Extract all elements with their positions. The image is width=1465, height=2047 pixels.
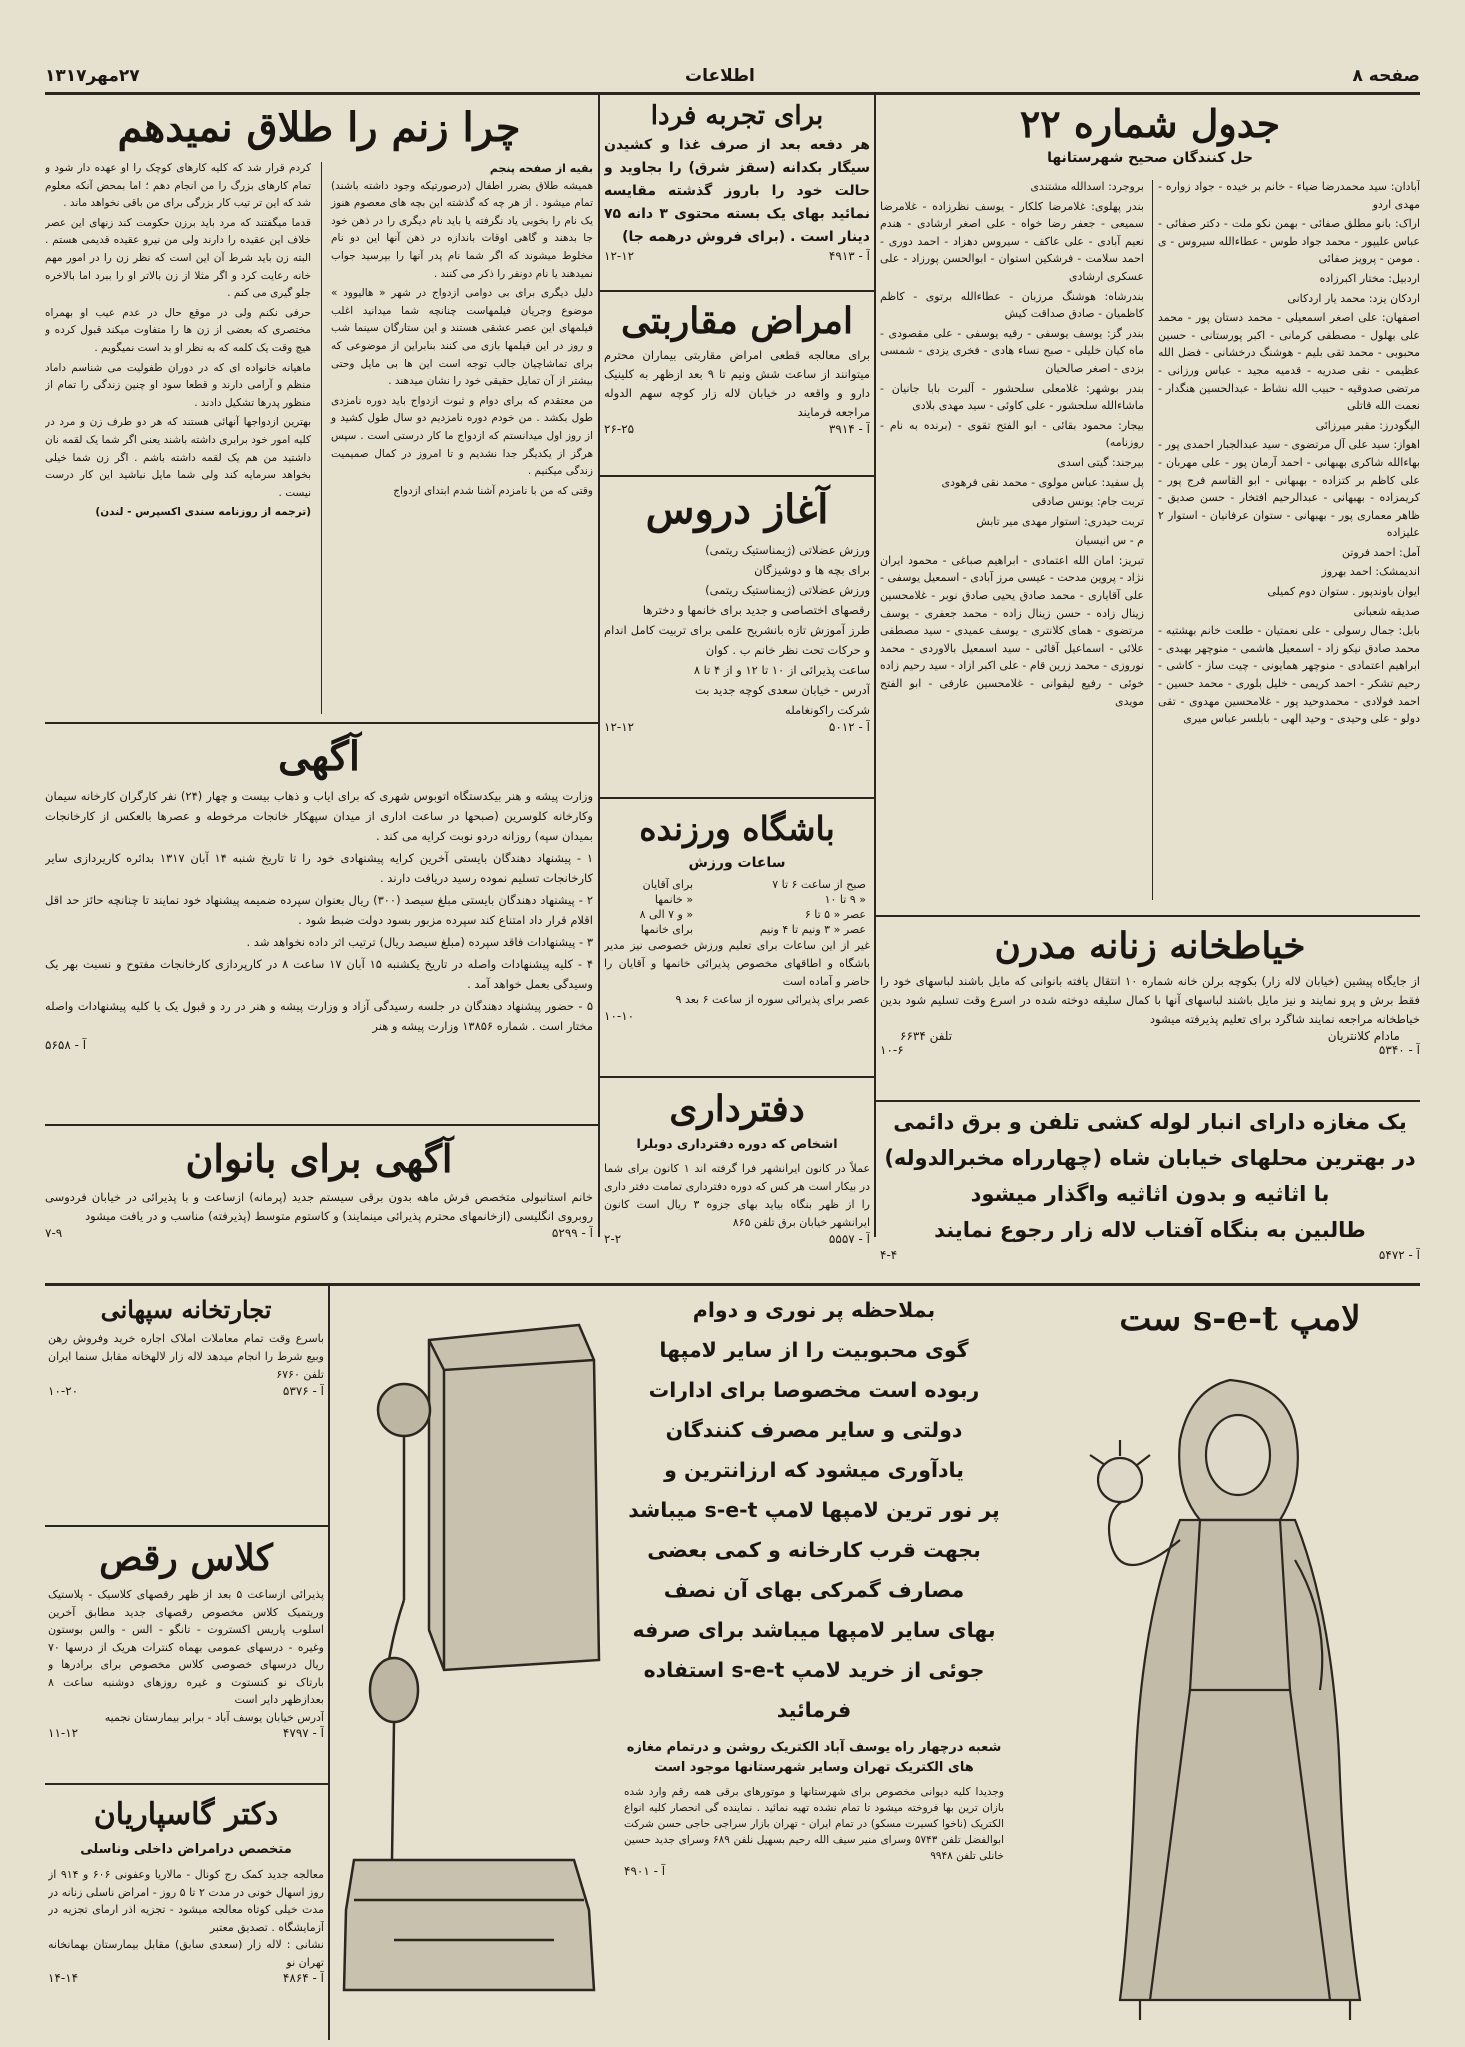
city-entry: اندیمشک: احمد بهروز (1321, 565, 1420, 579)
ad-footer (604, 422, 870, 436)
maghaze-ad (880, 1104, 1420, 1280)
bashgah-ad (604, 803, 870, 1073)
dorous-line: آدرس - خیابان سعدی کوچه جدید بت (694, 683, 870, 697)
section-rule (45, 1124, 598, 1126)
paragraph: ۳ - پیشنهادات فاقد سپرده (مبلغ سیصد ریال) ترتیب اثر داده نخواهد شد . (246, 935, 593, 949)
khayat-body: از جایگاه پیشین (خیابان لاله زار) بکوچه برلن خانه شماره ۱۰ انتقال یافته بانوانی که مایل باشند لباسهای خود را فقط برش و پرو نمایند و نیز مایل باشند لباسهای آنها با کمال سلیقه دوخته شده در اسرع وقت تسلیم شود بدین خیاطخانه مراجعه نمایند شاگرد برای تعلیم پذیرفته میشود (880, 974, 1420, 1026)
ad-ref: آ - ۵۶۵۸ (45, 1038, 87, 1052)
ad-ref: آ - ۳۹۱۴ (828, 422, 870, 436)
amraz-title: امراض مقاربتی (621, 300, 853, 342)
ad-footer (880, 1043, 1420, 1057)
city-entry: اردکان یزد: محمد یار اردکانی (1287, 291, 1420, 305)
face (1206, 1415, 1270, 1495)
lamp-housing-outline (429, 1325, 599, 1670)
section-rule (45, 1783, 328, 1785)
maghaze-line: در بهترین محلهای خیابان شاه (چهارراه مخبرالدوله) (884, 1146, 1416, 1170)
city-entry: اصفهان: علی اصغر اسمعیلی - محمد دستان پور - محمد علی بهلول - مصطفی کرمانی - اکبر پورستانی - حسین محبوبی - محمد تقی بلیم - هوشنگ درخشانی - فضل الله عظیمی - نقی صدریه - قدمیه مجید - عباس ورزانی - مرتضی صدوقیه - حبیب الله نشاط - عبدالحسین هنگدار - نعمت الله قاتلی (1158, 311, 1420, 413)
paragraph: همیشه طلاق بضرر اطفال (درصورتیکه وجود داشته باشند) تمام میشود . از هر چه که گذشته این بچه های معصوم هنوز یک نام را بخوبی یاد نگرفته یا باید نام دیگری را در ذهن خود جا بدهند و گاهی اوقات باندازه در ذهن آنها این دو نام مخلوط میشوند که اگر شما نام پدر آنها را بپرسید جواب نمیدهند یا نام دونفر را ذکر می کنند . (331, 179, 593, 280)
ad-ref: آ - ۵۵۵۷ (828, 1232, 870, 1246)
column-rule (321, 162, 322, 714)
dorous-line: برای بچه ها و دوشیزگان (754, 563, 870, 577)
paragraph: بهترین ازدواجها آنهائی هستند که هر دو طرف زن و مرد در کلیه امور خود برابری داشته باشند یعنی اگر شما یک لقمه نان داشتید من هم یک لقمه داشته باشم . اگر زن شما خیلی بخواهد سرمایه کند ولی شما مایل نباشید این کار درست نیست . (45, 416, 311, 499)
lamp-branch: شعبه درچهار راه یوسف آباد الکتریک روشن و درتمام مغازه های الکتریک تهران وسایر شهرستانها موجود است (626, 1740, 1002, 1775)
issue-date: ۲۷مهر۱۳۱۷ (45, 66, 140, 86)
talaq-article (45, 100, 593, 720)
amraz-body: برای معالجه قطعی امراض مقاربتی بیماران محترم میتوانند از ساعت شش ونیم تا ۹ بعد ازظهر به کلینیک دارو و واقعه در خیابان لاله زار کوچه سهم الدوله مراجعه فرمایند (604, 348, 870, 419)
jadval-subtitle: حل کنندگان صحیح شهرستانها (1047, 150, 1253, 166)
jadval-column-right (1158, 178, 1420, 908)
city-entry: تربت حیدری: استوار مهدی میر تابش (976, 514, 1144, 528)
schedule-table (604, 877, 870, 937)
doctor-subtitle: متخصص درامراض داخلی وناسلی (80, 1842, 292, 1857)
schedule-row (604, 907, 870, 922)
ad-footer (604, 249, 870, 263)
tojjar-body: باسرع وقت تمام معاملات املاک اجاره خرید وفروش رهن وبیع شرط را انجام میدهد لاله زار لالهخانه مقابل سنما ایران تلفن ۶۷۶۰ (48, 1332, 324, 1381)
ad-footer (48, 1384, 324, 1398)
ad-ref: آ - ۴۹۰۱ (624, 1864, 666, 1878)
ad-count: ۲-۲ (604, 1232, 622, 1246)
bashgah-note: عصر برای پذیرائی سوره از ساعت ۶ بعد ۹ (675, 993, 870, 1006)
lamp-line: بهای سایر لامپها میباشد برای صرفه (632, 1618, 996, 1642)
lamp-line: گوی محبوبیت را از سایر لامپها (659, 1338, 969, 1362)
ad-footer (604, 1232, 870, 1246)
dorous-ad (604, 480, 870, 794)
khayat-owner: مادام کلانتریان (1327, 1029, 1400, 1043)
paragraph: من معتقدم که برای دوام و ثبوت ازدواج باید دوره نامزدی طول بکشد . من خودم دوره نامزدیم دو سال طول کشید و از روز اول میدانستم که ازدواج ما کار درستی است . سپس هرگز از یکدیگر جدا نشدیم و تا امروز در کمال صمیمیت زندگی میکنیم . (331, 394, 593, 478)
header-rule (45, 92, 1420, 95)
lamp-illustration (334, 1300, 614, 2020)
maghaze-line: یک مغازه دارای انبار لوله کشی تلفن و برق دائمی (893, 1110, 1407, 1134)
bashgah-title: باشگاه ورزنده (639, 809, 835, 848)
city-entry: ایوان باوندپور . ستوان دوم کمیلی (1267, 585, 1420, 599)
city-entry: صدیقه شعبانی (1353, 604, 1420, 618)
schedule-row (604, 922, 870, 937)
city-entry: آبادان: سید محمدرضا ضیاء - خانم بر خیده - جواد زواره - مهدی اردو (1158, 180, 1420, 211)
newspaper-name: اطلاعات (685, 66, 755, 86)
ad-ref: آ - ۴۸۶۴ (282, 1971, 324, 1985)
doctor-address: نشانی : لاله زار (سعدی سابق) مقابل بیمارستان بهمانخانه تهران نو (48, 1938, 324, 1969)
talaq-title: چرا زنم را طلاق نمیدهم (117, 104, 521, 151)
ad-ref: آ - ۴۹۱۳ (828, 249, 870, 263)
city-entry: بندر گز: یوسف یوسفی - رقیه یوسفی - علی مقصودی - ماه کیان خلیلی - صبح نساء هادی - فخری یزدی - شمسی بزدی - اصغر صالحیان (880, 326, 1144, 375)
city-entry: اردبیل: مختار اکبرزاده (1319, 271, 1420, 285)
city-entry: اهواز: سید علی آل مرتضوی - سید عبدالجبار احمدی پور - بهاءالله شاکری بهبهانی - احمد آرمان پور - علی مهربان - علی کاظم بر کتزاده - بهبهانی - ابو القاسم فرج پور - کریمزاده - بهبهانی - عبدالرحیم افتخار - حسن صدیق - ظاهر معماری پور - بهبهانی - ستوان عرفانیان - استوار ۲ علیزاده (1158, 438, 1420, 540)
schedule-time: صبح از ساعت ۶ تا ۷ (772, 878, 866, 891)
city-entry: بندر بوشهر: غلامعلی سلحشور - آلبرت بابا جانیان - ماشاءالله سلحشور - علی کاوئی - سید مهدی بلادی (880, 381, 1144, 413)
khayat-title: خیاطخانه زنانه مدرن (994, 925, 1306, 967)
lamp-title: لامپ s-e-t ست (1119, 1299, 1361, 1339)
city-entry: بابل: جمال رسولی - علی نعمتیان - طلعت خانم بهشتیه - محمد صادق نیکو زاد - اسمعیل هاشمی - منوچهر بهبدی - ابراهیم اعتمادی - منوچهر همایونی - چیت ساز - کاشی - رحیم تشکر - احمد کریمی - خلیل بلوری - محمد حسین - احمد فولادی - محمدوحید پور - غلامحسین مهدوی - تقی دولو - علی وحیدی - وحید الهی - بابلسر عباس میری (1158, 624, 1420, 726)
lamp-line: یادآوری میشود که ارزانترین و (664, 1458, 964, 1482)
paragraph: دلیل دیگری برای بی دوامی ازدواج در شهر « هالیوود » موضوع وجریان فیلمهاست چنانچه شما میدانید اغلب فیلمهای این عصر عشقی هستند و این ستارگان سینما شب و روز در این فیلمها بازی می کنند بنابراین از موضوعی که برای تماشاچیان جالب توجه است این ها بی مایل وحتی بیشتر از آن تمایل حقیقی خود را نشان میدهند . (331, 287, 593, 388)
daftar-body: عملاً در کانون ایرانشهر فرا گرفته اند ۱ کانون برای شما در بیکار است هر کس که دوره دفترداری تمامت دفتر داری را از ظهر بنگاه بیاید بهای جزوه ۳ ریال است کانون ایرانشهر خیابان برق تلفن ۸۶۵ (604, 1162, 870, 1229)
dorous-line: رقصهای اختصاصی و جدید برای خانمها و دخترها (642, 603, 870, 617)
tajrobe-ad (604, 98, 870, 288)
source-credit: (ترجمه از روزنامه سندی اکسپرس - لندن) (95, 506, 311, 519)
ad-count: ۱۲-۱۲ (604, 249, 635, 263)
daftar-ad (604, 1082, 870, 1278)
city-entry: پل سفید: عباس مولوی - محمد نقی فرهودی (941, 475, 1144, 489)
lamp-line: جوئی از خرید لامپ s-e-t استفاده (643, 1658, 985, 1682)
lamp-line: فرمائید (776, 1698, 852, 1722)
ad-count: ۷-۹ (45, 1226, 63, 1240)
section-rule (45, 1525, 328, 1527)
banovan-ad (45, 1130, 593, 1280)
khayat-phone: تلفن ۶۶۳۴ (900, 1029, 953, 1043)
lamp-stand (344, 1860, 594, 1990)
raghs-body: پذیرائی ازساعت ۵ بعد از ظهر رقصهای کلاسیک - پلاستیک وریتمیک کلاس مخصوص رقصهای جدید مطابق آخرین اسلوب پاریس اکستروت - تانگو - الس - والس بوستون وغیره - درسهای عمومی بهماه کنترات هریک از درسها ۷۰ ریال درسهای خصوصی کلاس مخصوص برای برادرها و بارتاک نو کنستوت و غیره روزهای دوشنبه ساعت ۸ بعدازظهر دایر است (48, 1588, 324, 1706)
dress (1120, 1520, 1360, 2000)
paragraph: وقتی که من با نامزدم آشنا شدم ابتدای ازدواج (393, 484, 593, 497)
doctor-title: دکتر گاسپاریان (93, 1797, 279, 1832)
dorous-line: ورزش عضلاتی (ژیمناستیک ریتمی) (705, 583, 870, 597)
banovan-title: آگهی برای بانوان (185, 1136, 453, 1181)
raghs-title: کلاس رقص (99, 1537, 273, 1579)
ad-count: ۲۶-۲۵ (604, 422, 635, 436)
column-rule (1152, 180, 1153, 900)
page-header (45, 66, 1420, 90)
section-rule (600, 475, 874, 477)
ad-ref: آ - ۵۲۹۹ (551, 1226, 593, 1240)
dorous-body (604, 540, 870, 720)
section-rule (45, 722, 598, 724)
bulb-globe (378, 1384, 430, 1436)
amraz-ad (604, 296, 870, 472)
lamp-line: بملاحظه پر نوری و دوام (692, 1298, 936, 1322)
talaq-column-left (45, 160, 311, 715)
schedule-row (604, 877, 870, 892)
paragraph: ۱ - پیشنهاد دهندگان بایستی آخرین کرایه پیشنهادی خود را تا تاریخ شنبه ۱۴ آبان ۱۳۱۷ بدائره کاریردازی سایر کارخانجات تسلیم نموده رسید دریافت دارند . (45, 851, 593, 885)
paragraph: قدما میگفتند که مرد باید برزن حکومت کند زنهای این عصر خلاف این عقیده را دارند ولی من نیرو عقیده قدیمی هستم . البته زن باید شرط آن این است که نظر زن را در امور مهم خانه رعایت کرد و اگر مثلا از زن بالاتر او را ببرد اما بالاخره جلو گیری می کنم . (45, 216, 311, 300)
section-rule (45, 1283, 1420, 1286)
city-entry: الیگودرز: مقبر میرزائی (1315, 418, 1420, 432)
khayat-contact (880, 1029, 1420, 1043)
jadval-column-left (880, 178, 1144, 908)
city-entry: بندرشاه: هوشنگ مرزبان - عطاءالله برتوی - کاظم کاظمیان - صادق صداقت کیش (880, 289, 1144, 321)
lamp-small-print: وجدیدا کلیه دیوانی مخصوص برای شهرستانها و موتورهای برقی همه رقم وارد شده بازان ترین بها فروخته میشود تا تمام نشده تهیه نمائید . نماینده گی انحصار کلیه انواع الکتریک (ناخوا کسیرت مسکو) در تمام ایران - تهران بازار سراجی حاجی حسن شرکت ابوالفضل تلفن ۵۷۴۳ وسرای منیر سیف الله رحیم بسهیل نلفن ۶۸۹ وسرای جدید حسین خانلی تلفن ۹۹۴۸ (624, 1786, 1004, 1862)
column-rule (328, 1285, 330, 2040)
paragraph: ماهیانه خانواده ای که در دوران طفولیت می شناسم داماد منظم و آرامی دارند و قطعا سود او چنین زندگی را تمام از منظور پدرها تشکیل دادند . (45, 361, 311, 409)
doctor-ad (48, 1788, 324, 2040)
lamp-line: دولتی و سایر مصرف کنندگان (665, 1418, 963, 1442)
city-entry: بیرجند: گیتی اسدی (1057, 455, 1144, 469)
dorous-line: ساعت پذیرائی از ۱۰ تا ۱۲ و از ۴ تا ۸ (693, 663, 870, 677)
paragraph: وزارت پیشه و هنر بیکدستگاه اتوبوس شهری که برای ایاب و ذهاب بیست و چهار (۲۴) نفر کارگران کارخانه سیمان وکارخانه کلوسرین (صبحها در ساعت اداری از میدان سپهکار خانجات مرخوطه و عصرها بالعکس از کارخانجات بمیدان سپه) روزانه دردو نوبت کرایه می کند . (45, 789, 593, 843)
dorous-line: طرز آموزش تازه بانشریح علمی برای تربیت کامل اندام و حرکات تحت نظر خانم ب . کوان (604, 623, 870, 657)
ad-count: ۱۰-۱۰ (604, 1009, 635, 1023)
ad-count: ۱۱-۱۲ (48, 1726, 79, 1740)
tajrobe-body: هر دفعه بعد از صرف غذا و کشیدن سیگار بکدانه (سقز شرق) را بجاوید و حالت خود را باروز گذشته مقایسه نمائید بهای یک بسته محتوی ۳ دانه ۷۵ دینار است . (برای فروش درهمه جا) (604, 137, 870, 245)
paragraph: حرفی نکنم ولی در موقع حال در عدم عیب او بهمراه مختصری که بعضی از زن ها را متفاوت میکند قبول کرده و هیچ وقت یک کلمه که به نظر او بد است نمیگویم . (45, 306, 311, 354)
column-rule (598, 95, 600, 1237)
city-entry: بروجرد: اسدالله مشتندی (1030, 180, 1144, 193)
dorous-line: شرکت راکونغامله (785, 703, 870, 717)
column-rule (874, 95, 876, 1237)
ad-count: ۱۰-۶ (880, 1043, 904, 1057)
section-rule (600, 797, 874, 799)
city-entry: تربت جام: یونس صادقی (1032, 495, 1144, 509)
ad-ref: آ - ۵۳۷۶ (282, 1384, 324, 1398)
raghs-ad (48, 1530, 324, 1780)
paragraph: ۵ - حضور پیشنهاد دهندگان در جلسه رسیدگی آزاد و وزارت پیشه و هنر در رد و قبول یک یا کلیه پیشنهادات واصله مختار است . شماره ۱۳۸۵۶ وزارت پیشه و هنر (45, 999, 593, 1033)
lamp-ad (334, 1290, 1420, 2040)
page-number: صفحه ۸ (1352, 66, 1420, 86)
section-rule (600, 1076, 874, 1078)
lamp-line: بجهت قرب کارخانه و کمی بعضی (647, 1538, 981, 1562)
raghs-address: آدرس خیابان یوسف آباد - برابر بیمارستان نجمیه (104, 1710, 324, 1724)
ad-footer (48, 1971, 324, 1985)
jadval-title: جدول شماره ۲۲ (1019, 101, 1281, 146)
ad-count: ۱۰-۲۰ (48, 1384, 79, 1398)
dorous-title: آغاز دروس (645, 486, 829, 533)
tajrobe-title: برای تجربه فردا (650, 101, 824, 131)
jadval-section (880, 98, 1420, 913)
schedule-group: برای آقایان (642, 878, 694, 891)
ad-count: ۱۲-۱۲ (604, 720, 635, 734)
ad-ref: آ - ۴۷۹۷ (282, 1726, 324, 1740)
ad-count: ۱۴-۱۴ (48, 1971, 79, 1985)
lamp-line: ربوده است مخصوصا برای ادارات (648, 1378, 980, 1402)
lamp-line: مصارف گمرکی بهای آن نصف (663, 1578, 965, 1602)
schedule-time: « ۹ تا ۱۰ (824, 893, 866, 906)
section-rule (600, 290, 874, 292)
city-entry: تبریز: امان الله اعتمادی - ابراهیم صباغی - محمود ایران نژاد - پروین مدحت - عیسی مرز آبادی - اسمعیل یوسفی - علی آقایاری - محمد صادق یحیی صادق نوبر - غلامحسین زینال زاده - حسن زینال زاده - محمد جعفری - یوسف مرتضوی - همای کلانتری - یوسف عمیدی - سید مصطفی علائی - اسماعیل آقائی - سید اسمعیل بالاوردی - محمد نوروزی - محمد زرین قام - علی اکبر ازاد - سید رحیم زاده خوئی - رفیع لیقوانی - غلامحسین عارفی - ابو الفتح مویدی (880, 553, 1144, 708)
agahi-body (45, 786, 593, 1036)
city-entry: م - س انیسیان (1075, 534, 1144, 548)
ad-count: ۴-۴ (880, 1248, 898, 1262)
paragraph: ۴ - کلیه پیشنهادات واصله در تاریخ یکشنبه ۱۵ آبان ۱۷ ساعت ۸ در کارپردازی کارخانجات مفتوح و نسبت بهر یک وسیدگی بعمل خواهد آمد . (45, 957, 593, 991)
ad-ref: آ - ۵۳۴۰ (1378, 1043, 1420, 1057)
bashgah-body: غیر از این ساعات برای تعلیم ورزش خصوصی نیز مدیر باشگاه و اطاقهای مخصوص پذیرائی خانمها و آقایان را حاضر و آماده است (604, 939, 870, 988)
banovan-body: خانم استانبولی متخصص فرش ماهه بدون برقی سیستم جدید (پرمانه) ازساعت و با پذیرائی در خیابان فردوسی روبروی انگلیسی (ازخانمهای محترم پذیرائی مینمایند) و کاستوم متوسط (پذیرفته) مناسب و در یافت میشود (45, 1190, 593, 1223)
doctor-body: معالجه جدید کمک رج کونال - مالاریا وعفونی ۶۰۶ و ۹۱۴ از روز اسهال خونی در مدت ۲ تا ۵ روز - امراض ناسلی زنانه در مدت خیلی کوتاه معالجه میشود - تجزیه اذر ارمای تجزیه در آزمایشگاه . تصدیق معتبر (48, 1868, 324, 1934)
city-entry: بندر پهلوی: غلامرضا کلکار - یوسف نظرزاده - غلامرضا سمیعی - جعفر رضا خواه - علی اصغر ارشادی - هندم نعیم آبادی - علی عاکف - سیروس دهزاد - احمد دوری - احمد سلامت - فرشکین استوان - ابوالحسن پورزاد - علی عسکری ارشادی (880, 199, 1144, 283)
agahi-notice (45, 728, 593, 1120)
lamp-text (624, 1290, 1004, 2030)
paragraph: کردم قرار شد که کلیه کارهای کوچک را او عهده دار شود و تمام کارهای بزرگ را من انجام دهم ؛ اما بمحض آنکه معلوم شد که این تر تیب کار بزرگی برای من باقی نخواهد ماند . (45, 162, 311, 210)
schedule-row (604, 892, 870, 907)
ad-footer (45, 1226, 593, 1240)
ad-ref: آ - ۵۴۷۲ (1378, 1248, 1420, 1262)
maghaze-line: طالبین به بنگاه آفتاب لاله زار رجوع نمایند (934, 1218, 1366, 1242)
schedule-time: عصر « ۳ ونیم تا ۴ ونیم (759, 923, 866, 936)
maghaze-line: با اثاثیه و بدون اثاثیه واگذار میشود (970, 1182, 1330, 1206)
schedule-group: برای خانمها (640, 923, 694, 936)
ad-footer (880, 1248, 1420, 1262)
dorous-line: ورزش عضلاتی (ژیمناستیک ریتمی) (705, 543, 870, 557)
daftar-subtitle: اشخاص که دوره دفترداری دوبلرا (636, 1136, 838, 1151)
schedule-time: عصر « ۵ تا ۶ (804, 908, 866, 921)
agahi-title: آگهی (278, 733, 360, 780)
talaq-column-right (331, 160, 593, 715)
city-entry: اراک: بانو مطلق صفائی - بهمن نکو ملت - دکتر صفائی - عباس علیپور - محمد جواد طوس - عطاءالله سیروس - ی . مومن - پرویز صفائی (1158, 217, 1420, 266)
paragraph: ۲ - پیشنهاد دهندگان بایستی مبلغ سیصد (۳۰۰) ریال بعنوان سپرده ضمیمه پیشنهاد خود نمایند تا چنانچه حائز حد اقل اقلام قرار داد امتناع کند سپرده مزبور بسود دولت ضبط شود . (45, 893, 593, 927)
lamp-line: پر نور ترین لامپها لامپ s-e-t میباشد (628, 1498, 1000, 1522)
bulb-base (370, 1658, 418, 1722)
ad-footer (48, 1726, 324, 1740)
section-rule (876, 915, 1420, 917)
bashgah-subtitle: ساعات ورزش (688, 855, 786, 871)
ad-ref: آ - ۵۰۱۲ (828, 720, 870, 734)
section-rule (876, 1100, 1420, 1102)
daftar-title: دفترداری (669, 1088, 805, 1130)
ad-footer (604, 720, 870, 734)
tojjar-title: تجارتخانه سپهانی (100, 1295, 272, 1324)
talaq-continued: بقیه از صفحه پنجم (489, 162, 593, 175)
schedule-group: « و ۷ الی ۸ (639, 908, 694, 921)
city-entry: بیجار: محمود بقائی - ابو الفتح تقوی - (برنده به نام - روزنامه) (880, 418, 1144, 450)
woman-illustration (1080, 1360, 1410, 2030)
tojjar-ad (48, 1290, 324, 1522)
city-entry: آمل: احمد فروتن (1341, 545, 1420, 559)
schedule-group: « خانمها (654, 893, 694, 906)
khayat-ad (880, 920, 1420, 1098)
